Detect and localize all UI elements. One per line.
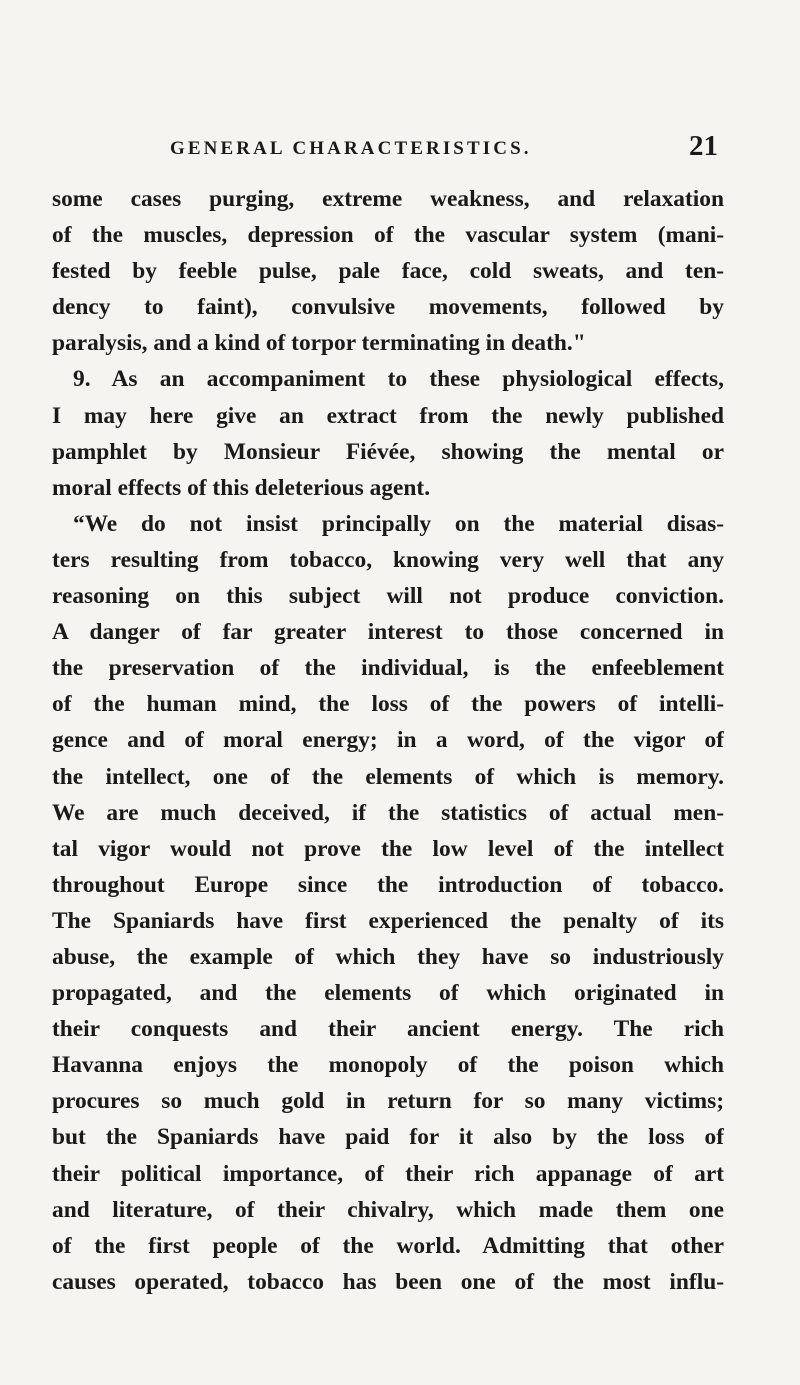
text-line: I may here give an extract from the newly published [52, 402, 724, 429]
text-line: The Spaniards have first experienced the penalty of its [52, 907, 724, 934]
text-line: their conquests and their ancient energy. The rich [52, 1016, 724, 1043]
text-line: propagated, and the elements of which originated in [52, 980, 724, 1007]
text-line: Havanna enjoys the monopoly of the poison which [52, 1052, 724, 1079]
text-line: 9. As an accompaniment to these physiological effects, [73, 366, 724, 393]
text-line: but the Spaniards have paid for it also by the loss of [52, 1124, 724, 1151]
text-line: causes operated, tobacco has been one of the most influ- [52, 1268, 724, 1295]
text-line: A danger of far greater interest to those concerned in [52, 619, 724, 646]
text-line: throughout Europe since the introduction of tobacco. [52, 871, 724, 898]
text-line: of the first people of the world. Admitting that other [52, 1232, 724, 1259]
body-text [52, 181, 724, 1300]
text-line: procures so much gold in return for so many victims; [52, 1088, 724, 1115]
text-line: moral effects of this deleterious agent. [52, 474, 431, 501]
text-line: fested by feeble pulse, pale face, cold sweats, and ten- [52, 258, 724, 285]
text-line: and literature, of their chivalry, which made them one [52, 1196, 724, 1223]
text-line: “We do not insist principally on the material disas- [73, 510, 724, 537]
text-line: the preservation of the individual, is the enfeeblement [52, 655, 724, 682]
text-line: pamphlet by Monsieur Fiévée, showing the mental or [52, 438, 724, 465]
text-line: We are much deceived, if the statistics of actual men- [52, 799, 724, 826]
page-number: 21 [689, 130, 718, 162]
text-line: abuse, the example of which they have so industriously [52, 943, 724, 970]
text-line: some cases purging, extreme weakness, and relaxation [52, 186, 724, 212]
text-line: ters resulting from tobacco, knowing very well that any [52, 546, 724, 573]
text-line: gence and of moral energy; in a word, of the vigor of [52, 727, 724, 754]
running-title: GENERAL CHARACTERISTICS. [170, 138, 532, 159]
running-head [170, 126, 718, 166]
text-line: dency to faint), convulsive movements, followed by [52, 294, 724, 321]
text-line: reasoning on this subject will not produce conviction. [52, 583, 724, 610]
text-line: of the human mind, the loss of the powers of intelli- [52, 691, 724, 718]
text-line: of the muscles, depression of the vascular system (mani- [52, 222, 724, 249]
text-line: their political importance, of their rich appanage of art [52, 1160, 724, 1187]
text-line: the intellect, one of the elements of which is memory. [52, 763, 724, 790]
text-line: paralysis, and a kind of torpor terminating in death." [52, 330, 586, 357]
text-line: tal vigor would not prove the low level of the intellect [52, 835, 724, 862]
